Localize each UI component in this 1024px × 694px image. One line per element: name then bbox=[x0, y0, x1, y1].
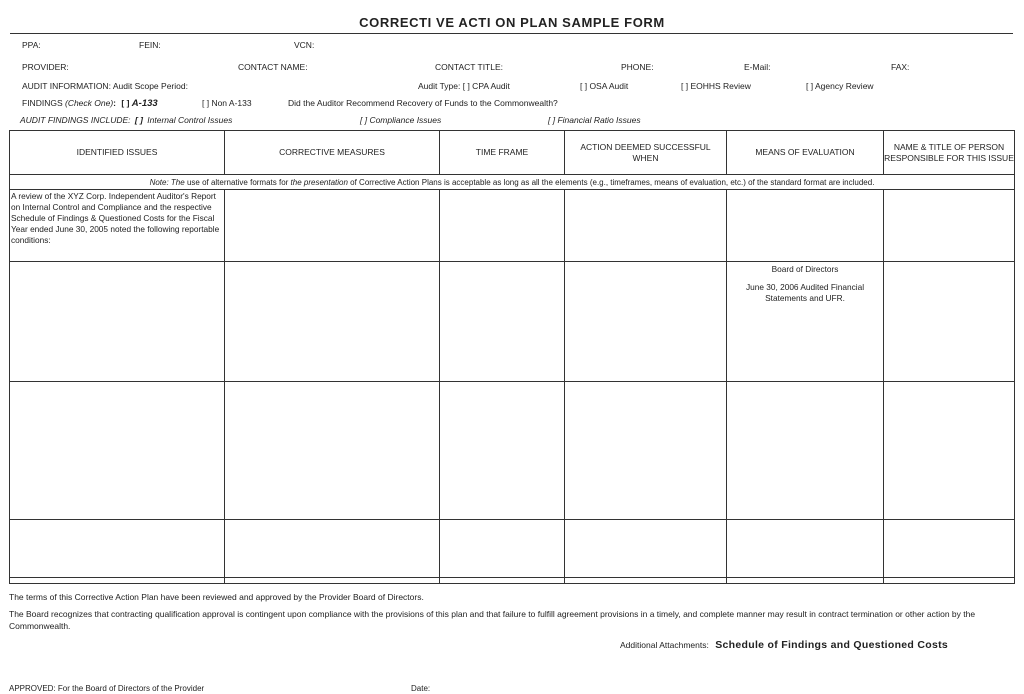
audit-type-cpa[interactable]: Audit Type: [ ] CPA Audit bbox=[418, 81, 510, 91]
attachments-label: Additional Attachments: bbox=[620, 640, 709, 650]
col-person-responsible: NAME & TITLE OF PERSON RESPONSIBLE FOR THIS ISSUE bbox=[884, 131, 1015, 175]
row2-time-frame[interactable] bbox=[440, 262, 565, 382]
row4-time-frame[interactable] bbox=[440, 520, 565, 578]
table-row bbox=[10, 578, 1015, 584]
vcn-label: VCN: bbox=[294, 40, 315, 50]
row1-person-responsible[interactable] bbox=[884, 190, 1015, 262]
row2-eval-board: Board of Directors bbox=[771, 264, 839, 274]
row2-person-responsible[interactable] bbox=[884, 262, 1015, 382]
date-label: Date: bbox=[411, 684, 431, 693]
row5-corrective-measures[interactable] bbox=[225, 578, 440, 584]
row2-means-of-evaluation[interactable] bbox=[727, 262, 884, 382]
row2-eval-statements: June 30, 2006 Audited Financial Statements and UFR. bbox=[745, 282, 865, 303]
audit-findings-include bbox=[20, 115, 232, 125]
row1-corrective-measures[interactable] bbox=[225, 190, 440, 262]
attachments-row bbox=[620, 639, 948, 651]
table-row bbox=[10, 382, 1015, 520]
findings-a133-label: A-133 bbox=[131, 98, 158, 109]
row5-action-successful[interactable] bbox=[565, 578, 727, 584]
contact-title-label: CONTACT TITLE: bbox=[435, 62, 504, 72]
internal-control-label: Internal Control Issues bbox=[147, 115, 233, 125]
terms-text: The terms of this Corrective Action Plan have been reviewed and approved by the Provider Board of Directors. bbox=[9, 592, 424, 602]
col-time-frame: TIME FRAME bbox=[440, 131, 565, 175]
audit-type-agency[interactable]: [ ] Agency Review bbox=[806, 81, 874, 91]
row2-corrective-measures[interactable] bbox=[225, 262, 440, 382]
provider-label: PROVIDER: bbox=[22, 62, 69, 72]
fein-label: FEIN: bbox=[139, 40, 161, 50]
row3-person-responsible[interactable] bbox=[884, 382, 1015, 520]
col-corrective-measures: CORRECTIVE MEASURES bbox=[225, 131, 440, 175]
row3-action-successful[interactable] bbox=[565, 382, 727, 520]
findings-check-one: (Check One) bbox=[64, 98, 114, 108]
row5-time-frame[interactable] bbox=[440, 578, 565, 584]
row2-action-successful[interactable] bbox=[565, 262, 727, 382]
row4-action-successful[interactable] bbox=[565, 520, 727, 578]
table-header-row bbox=[10, 131, 1015, 175]
row3-corrective-measures[interactable] bbox=[225, 382, 440, 520]
row4-person-responsible[interactable] bbox=[884, 520, 1015, 578]
audit-findings-include-label: AUDIT FINDINGS INCLUDE: bbox=[20, 115, 131, 125]
row5-identified-issue[interactable] bbox=[10, 578, 225, 584]
attachments-value: Schedule of Findings and Questioned Costs bbox=[715, 639, 949, 651]
phone-label: PHONE: bbox=[621, 62, 654, 72]
row5-means-of-evaluation[interactable] bbox=[727, 578, 884, 584]
row2-identified-issue[interactable] bbox=[10, 262, 225, 382]
form-title: CORRECTI VE ACTI ON PLAN SAMPLE FORM bbox=[359, 15, 665, 30]
title-divider bbox=[10, 33, 1013, 34]
row4-corrective-measures[interactable] bbox=[225, 520, 440, 578]
findings-non-a133[interactable]: [ ] Non A-133 bbox=[202, 98, 252, 108]
col-identified-issues: IDENTIFIED ISSUES bbox=[10, 131, 225, 175]
board-recognizes-text: The Board recognizes that contracting qualification approval is contingent upon compliance with the provisions of this plan and that failure to fulfill agreement provisions in a timely, and complete manner may result in contract termination or other action by the Commonwealth. bbox=[9, 609, 976, 631]
row4-identified-issue[interactable] bbox=[10, 520, 225, 578]
col-means-of-evaluation: MEANS OF EVALUATION bbox=[727, 131, 884, 175]
row3-means-of-evaluation[interactable] bbox=[727, 382, 884, 520]
findings-a133-checkbox[interactable]: [ ] bbox=[121, 98, 130, 108]
audit-type-osa[interactable]: [ ] OSA Audit bbox=[580, 81, 629, 91]
financial-ratio-option[interactable]: [ ] Financial Ratio Issues bbox=[548, 115, 641, 125]
recovery-question: Did the Auditor Recommend Recovery of Funds to the Commonwealth? bbox=[288, 98, 558, 108]
email-label: E-Mail: bbox=[744, 62, 771, 72]
ppa-label: PPA: bbox=[22, 40, 41, 50]
table-row bbox=[10, 190, 1015, 262]
approved-label: APPROVED: For the Board of Directors of the Provider bbox=[9, 684, 205, 693]
fax-label: FAX: bbox=[891, 62, 910, 72]
table-row bbox=[10, 520, 1015, 578]
row5-person-responsible[interactable] bbox=[884, 578, 1015, 584]
format-note: Note: The use of alternative formats for the presentation of Corrective Action Plans is acceptable as long as all the elements (e.g., timeframes, means of evaluation, etc.) of the standard format are included. bbox=[10, 175, 1015, 190]
audit-type-eohhs[interactable]: [ ] EOHHS Review bbox=[681, 81, 751, 91]
findings-colon: : bbox=[113, 98, 117, 108]
row4-means-of-evaluation[interactable] bbox=[727, 520, 884, 578]
corrective-action-table bbox=[9, 130, 1015, 584]
row3-time-frame[interactable] bbox=[440, 382, 565, 520]
table-row bbox=[10, 262, 1015, 382]
row1-time-frame[interactable] bbox=[440, 190, 565, 262]
compliance-issues-option[interactable]: [ ] Compliance Issues bbox=[360, 115, 442, 125]
internal-control-checkbox[interactable]: [ ] bbox=[134, 115, 143, 125]
row3-identified-issue[interactable] bbox=[10, 382, 225, 520]
col-action-deemed-successful: ACTION DEEMED SUCCESSFUL WHEN bbox=[565, 131, 727, 175]
audit-info-label: AUDIT INFORMATION: Audit Scope Period: bbox=[22, 81, 188, 91]
row1-action-successful[interactable] bbox=[565, 190, 727, 262]
contact-name-label: CONTACT NAME: bbox=[238, 62, 308, 72]
findings-row bbox=[22, 98, 158, 109]
row1-means-of-evaluation[interactable] bbox=[727, 190, 884, 262]
row1-identified-issue[interactable]: A review of the XYZ Corp. Independent Auditor's Report on Internal Control and Compliance and the respective Schedule of Findings & Questioned Costs for the Fiscal Year ended June 30, 2005 noted the following reportable conditions: bbox=[10, 190, 225, 262]
note-row bbox=[10, 175, 1015, 190]
findings-label: FINDINGS bbox=[22, 98, 65, 108]
